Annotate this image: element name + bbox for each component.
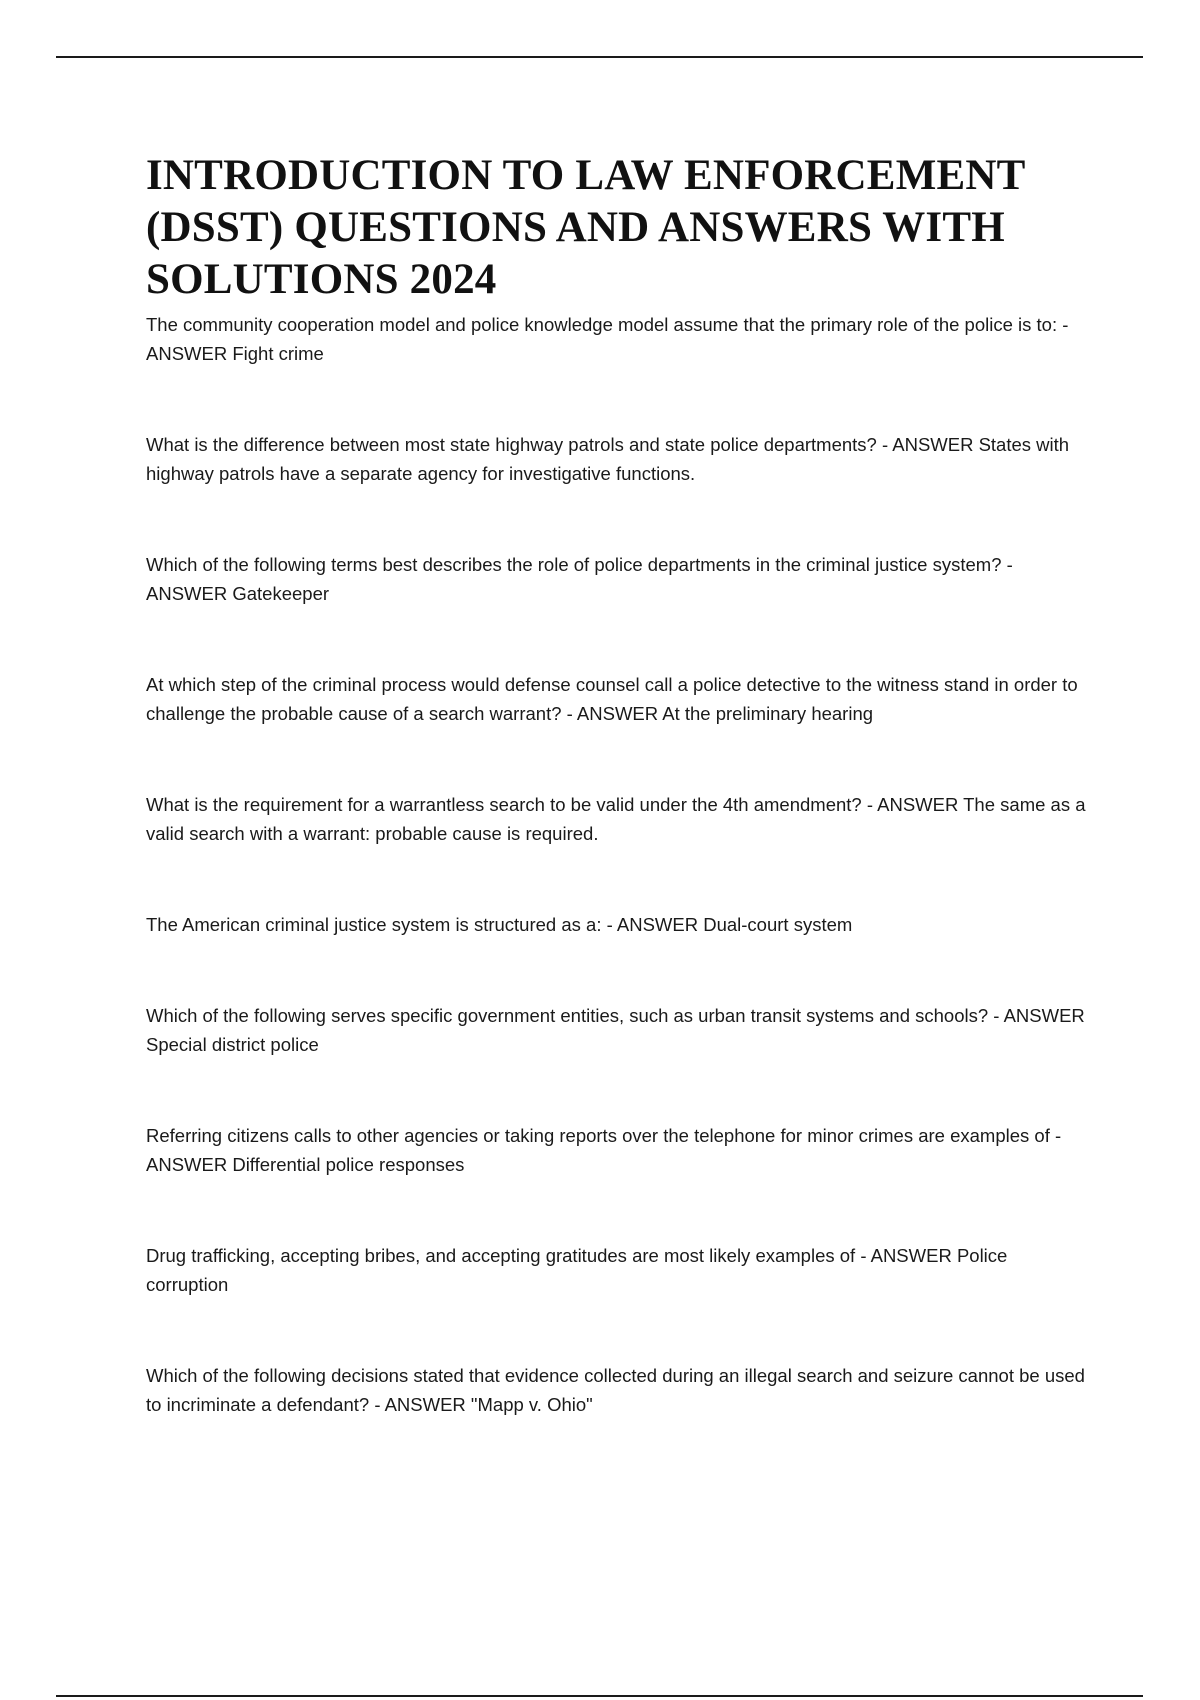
qa-item: The American criminal justice system is structured as a: - ANSWER Dual-court system [146,914,853,935]
qa-item: Which of the following terms best describes the role of police departments in the criminal justice system? - ANSWER Gatekeeper [146,554,1013,604]
qa-item: Which of the following decisions stated that evidence collected during an illegal search and seizure cannot be used to incriminate a defendant? - ANSWER "Mapp v. Ohio" [146,1365,1085,1415]
top-divider [56,56,1143,58]
qa-item: Referring citizens calls to other agencies or taking reports over the telephone for minor crimes are examples of - ANSWER Differential police responses [146,1125,1062,1175]
qa-item: What is the requirement for a warrantless search to be valid under the 4th amendment? - ANSWER The same as a valid search with a warrant: probable cause is required. [146,794,1086,844]
qa-list [146,310,1086,1419]
bottom-divider [56,1695,1143,1697]
qa-item: The community cooperation model and police knowledge model assume that the primary role of the police is to: - ANSWER Fight crime [146,314,1069,364]
qa-item: At which step of the criminal process would defense counsel call a police detective to the witness stand in order to challenge the probable cause of a search warrant? - ANSWER At the preliminary hearing [146,674,1078,724]
qa-item: Which of the following serves specific government entities, such as urban transit systems and schools? - ANSWER Special district police [146,1005,1085,1055]
qa-item: What is the difference between most state highway patrols and state police departments? - ANSWER States with highway patrols have a separate agency for investigative functions. [146,434,1070,484]
qa-item: Drug trafficking, accepting bribes, and accepting gratitudes are most likely examples of - ANSWER Police corruption [146,1245,1008,1295]
document-content [146,150,1086,1481]
document-title: INTRODUCTION TO LAW ENFORCEMENT (DSST) QUESTIONS AND ANSWERS WITH SOLUTIONS 2024 [146,152,1025,303]
